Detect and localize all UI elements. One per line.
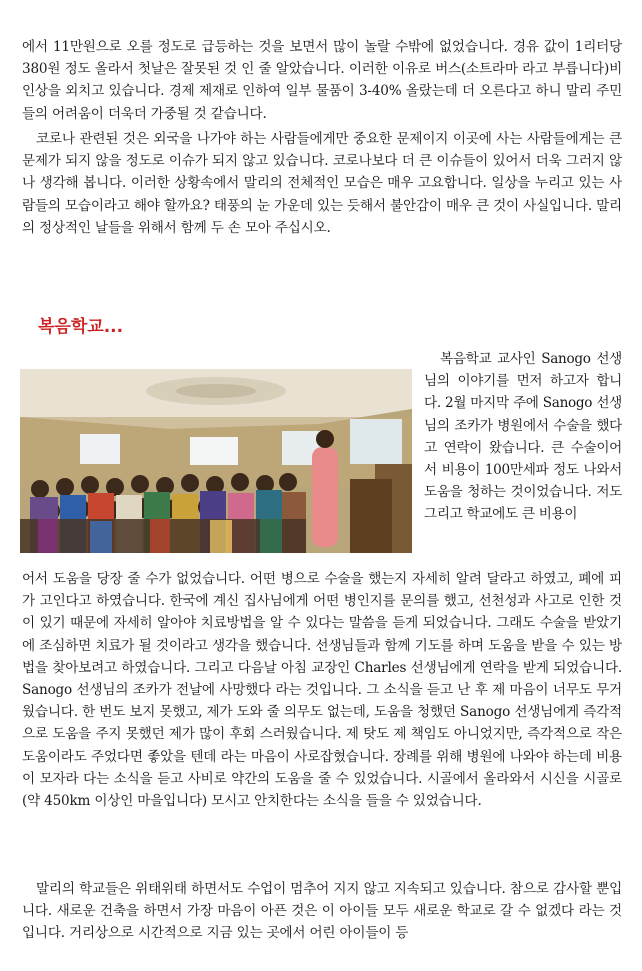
paragraph-fuel-prices: 에서 11만원으로 오를 정도로 급등하는 것을 보면서 많이 놀랄 수밖에 없었습니다. 경유 값이 1리터당 380원 정도 올라서 첫날은 잘못된 것 인 줄 알았습니다. 이러한 이유로 버스(소트라마 라고 부릅니다)비 인상을 외치고 있습니다. 경제 제재로 인하여 일부 물품이 3-40% 올랐는데 더 오른다고 하니 말리 주민들의 어려움이 더욱더 가중될 것 같습니다. bbox=[22, 39, 622, 122]
paragraph-sanogo-intro: 복음학교 교사인 Sanogo 선생님의 이야기를 먼저 하고자 합니다. 2월 마지막 주에 Sanogo 선생님의 조카가 병원에서 수술을 했다고 연락이 왔습니다. 큰 수술이어서 비용이 100만세파 정도 나와서 도움을 청하는 것이었습니다. 저도 그리고 학교에도 큰 비용이 bbox=[424, 351, 622, 523]
section-heading-gospel-school: 복음학교... bbox=[38, 317, 124, 337]
paragraph-sanogo-story: 어서 도움을 당장 줄 수가 없었습니다. 어떤 병으로 수술을 했는지 자세히 알려 달라고 하였고, 폐에 피가 고인다고 하였습니다. 한국에 계신 집사님에게 어떤 병인지를 문의를 했고, 선천성과 사고로 인한 것이 있기 때문에 자세히 알아야 치료방법을 알 수 있다는 말씀을 듣게 되었습니다. 그래도 수술을 받았기에 조심하면 치료가 될 것이라고 생각을 했습니다. 선생님들과 함께 기도를 하며 도움을 받을 수 있는 방법을 찾아보려고 하였습니다. 그리고 다음날 아침 교장인 Charles 선생님에게 연락을 받게 되었습니다. Sanogo 선생님의 조카가 전날에 사망했다 라는 것입니다. 그 소식을 듣고 난 후 제 마음이 너무도 무거웠습니다. 한 번도 보지 못했고, 제가 도와 줄 의무도 없는데, 도움을 청했던 Sanogo 선생님에게 즉각적으로 도움을 주지 못했던 제가 많이 후회 스러웠습니다. 제 탓도 제 책임도 아니었지만, 즉각적으로 작은 도움이라도 주었다면 좋았을 텐데 라는 마음이 사로잡혔습니다. 장례를 위해 병원에 나와야 하는데 비용이 모자라 다는 소식을 듣고 사비로 약간의 도움을 줄 수 있었습니다. 시골에서 올라와서 시신을 시골로(약 450km 이상인 마을입니다) 모시고 안치한다는 소식을 들을 수 있었습니다. bbox=[22, 571, 622, 810]
classroom-photo bbox=[20, 369, 412, 553]
paragraph-corona: 코로나 관련된 것은 외국을 나가야 하는 사람들에게만 중요한 문제이지 이곳에 사는 사람들에게는 큰 문제가 되지 않을 정도로 이슈가 되지 않고 있습니다. 코로나보다 더 큰 이슈들이 있어서 더욱 그러지 않나 생각해 봅니다. 이러한 상황속에서 말리의 전체적인 모습은 매우 고요합니다. 일상을 누리고 있는 사람들의 모습이라고 해야 할까요? 태풍의 눈 가운데 있는 듯해서 불안감이 매우 큰 것이 사실입니다. 말리의 정상적인 날들을 위해서 함께 두 손 모아 주십시오. bbox=[22, 131, 622, 236]
paragraph-schools-closing: 말리의 학교들은 위태위태 하면서도 수업이 멈추어 지지 않고 지속되고 있습니다. 참으로 감사할 뿐입니다. 새로운 건축을 하면서 가장 마음이 아픈 것은 이 아이들 모두 새로운 학교로 갈 수 없겠다 라는 것입니다. 거리상으로 시간적으로 지금 있는 곳에서 어린 아이들이 등 bbox=[22, 881, 622, 942]
